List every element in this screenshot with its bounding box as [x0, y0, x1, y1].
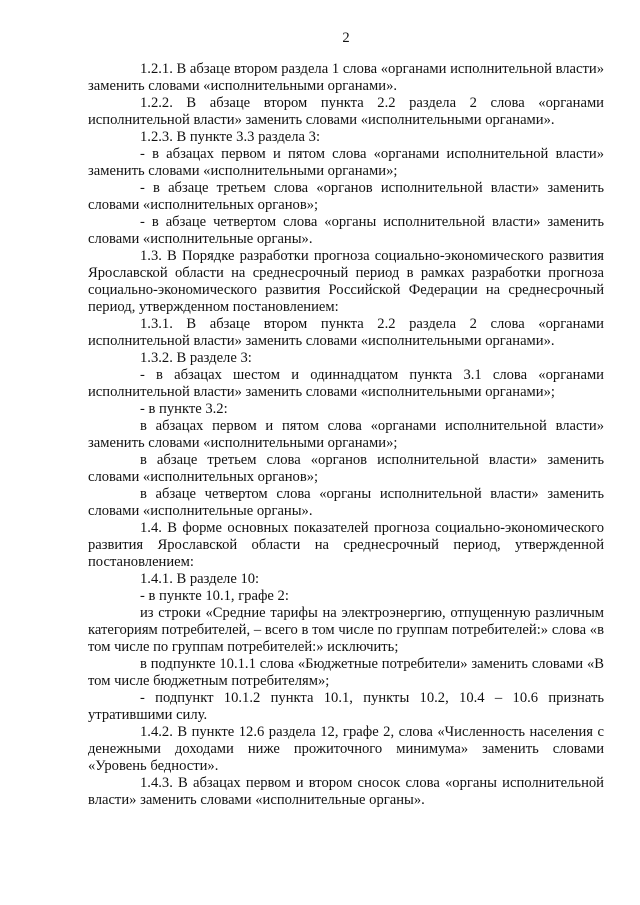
paragraph-1-3: 1.3. В Порядке разработки прогноза социально-экономического развития Ярославской области на среднесрочный период в рамках разработки прогноза социально-экономического развития Российской Федерации на среднесрочный период, утвержденном постановлением:: [88, 248, 604, 315]
paragraph-1-3-2-item-1: - в абзацах шестом и одиннадцатом пункта 3.1 слова «органами исполнительной власти» заменить словами «исполнительными органами»;: [88, 367, 604, 400]
paragraph-1-2-3-item-3: - в абзаце четвертом слова «органы исполнительной власти» заменить словами «исполнительные органы».: [88, 214, 604, 247]
paragraph-1-4-3: 1.4.3. В абзацах первом и втором сносок слова «органы исполнительной власти» заменить словами «исполнительные органы».: [88, 775, 604, 808]
page-number: 2: [342, 30, 350, 46]
paragraph-1-3-1: 1.3.1. В абзаце втором пункта 2.2 раздела 2 слова «органами исполнительной власти» заменить словами «исполнительными органами».: [88, 316, 604, 349]
paragraph-1-4-1-sub-1: из строки «Средние тарифы на электроэнергию, отпущенную различным категориям потребителей, – всего в том числе по группам потребителей:» слова «в том числе по группам потребителей:» исключить;: [88, 605, 604, 655]
paragraph-1-4-1-sub-2: в подпункте 10.1.1 слова «Бюджетные потребители» заменить словами «В том числе бюджетным потребителям»;: [88, 656, 604, 689]
paragraph-1-4-1-item-1: - в пункте 10.1, графе 2:: [140, 588, 289, 604]
paragraph-1-2-3-item-2: - в абзаце третьем слова «органов исполнительной власти» заменить словами «исполнительных органов»;: [88, 180, 604, 213]
paragraph-1-3-2-sub-2: в абзаце третьем слова «органов исполнительной власти» заменить словами «исполнительных органов»;: [88, 452, 604, 485]
paragraph-1-3-2-sub-3: в абзаце четвертом слова «органы исполнительной власти» заменить словами «исполнительные органы».: [88, 486, 604, 519]
paragraph-1-2-1: 1.2.1. В абзаце втором раздела 1 слова «органами исполнительной власти» заменить словами «исполнительными органами».: [88, 61, 604, 94]
paragraph-1-4-1: 1.4.1. В разделе 10:: [140, 571, 260, 587]
paragraph-1-2-2: 1.2.2. В абзаце втором пункта 2.2 раздела 2 слова «органами исполнительной власти» заменить словами «исполнительными органами».: [88, 95, 604, 128]
paragraph-1-2-3: 1.2.3. В пункте 3.3 раздела 3:: [140, 129, 321, 145]
paragraph-1-4-1-item-2: - подпункт 10.1.2 пункта 10.1, пункты 10.2, 10.4 – 10.6 признать утратившими силу.: [88, 690, 604, 723]
document-page: [88, 30, 604, 809]
paragraph-1-2-3-item-1: - в абзацах первом и пятом слова «органами исполнительной власти» заменить словами «исполнительными органами»;: [88, 146, 604, 179]
paragraph-1-4-2: 1.4.2. В пункте 12.6 раздела 12, графе 2, слова «Численность населения с денежными доходами ниже прожиточного минимума» заменить словами «Уровень бедности».: [88, 724, 604, 774]
paragraph-1-4: 1.4. В форме основных показателей прогноза социально-экономического развития Ярославской области на среднесрочный период, утвержденной постановлением:: [88, 520, 604, 570]
paragraph-1-3-2-sub-1: в абзацах первом и пятом слова «органами исполнительной власти» заменить словами «исполнительными органами»;: [88, 418, 604, 451]
paragraph-1-3-2: 1.3.2. В разделе 3:: [140, 350, 252, 366]
paragraph-1-3-2-item-2: - в пункте 3.2:: [140, 401, 228, 417]
